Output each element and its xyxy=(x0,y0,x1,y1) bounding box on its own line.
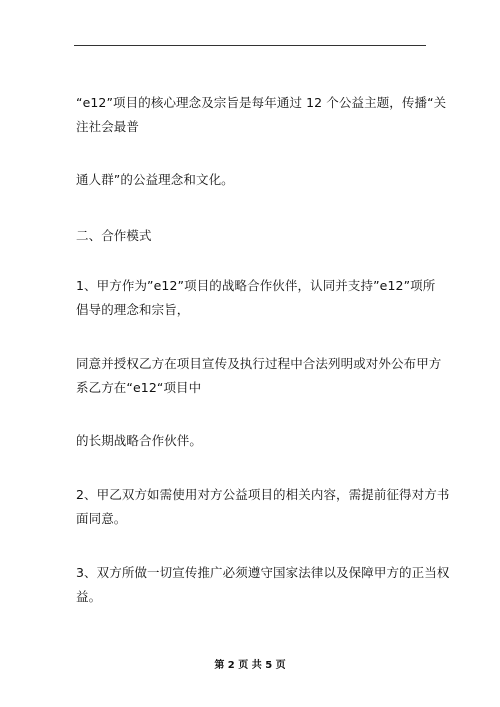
paragraph-1-line-2: 注社会最普 xyxy=(76,119,140,134)
header-rule xyxy=(74,45,426,46)
paragraph-7-line-2: 面同意。 xyxy=(76,511,127,526)
paragraph-2-line-1: 通人群”的公益理念和文化。 xyxy=(76,172,234,187)
paragraph-6-line-1: 的长期战略合作伙伴。 xyxy=(76,433,203,448)
paragraph-4-line-2: 倡导的理念和宗旨， xyxy=(76,302,190,317)
paragraph-1-line-1: “e12”项目的核心理念及宗旨是每年通过 12 个公益主题，传播“关 xyxy=(76,95,447,110)
paragraph-4-line-1: 1、甲方作为”e12”项目的战略合作伙伴，认同并支持”e12”项所 xyxy=(76,278,436,293)
paragraph-5-line-1: 同意并授权乙方在项目宣传及执行过程中合法列明或对外公布甲方 xyxy=(76,356,442,371)
paragraph-7-line-1: 2、甲乙双方如需使用对方公益项目的相关内容，需提前征得对方书 xyxy=(76,487,450,502)
paragraph-8-line-2: 益。 xyxy=(76,589,102,604)
paragraph-5-line-2: 系乙方在“e12“项目中 xyxy=(76,380,202,395)
paragraph-8-line-1: 3、双方所做一切宣传推广必须遵守国家法律以及保障甲方的正当权 xyxy=(76,565,450,580)
section-heading: 二、合作模式 xyxy=(76,228,152,243)
page-number-footer: 第 2 页 共 5 页 xyxy=(214,660,286,671)
